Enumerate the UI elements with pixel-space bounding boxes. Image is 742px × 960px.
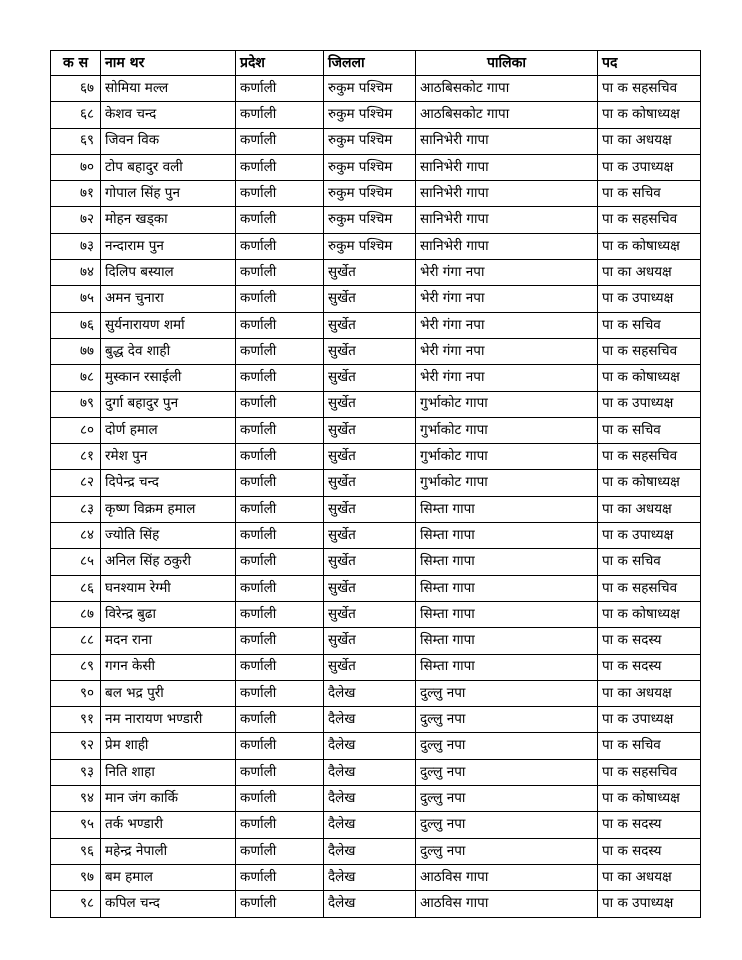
table-row <box>51 549 701 575</box>
cell-district: रुकुम पश्चिम <box>324 128 416 154</box>
table-row <box>51 260 701 286</box>
cell-post: पा क सचिव <box>598 312 701 338</box>
cell-palika: सानिभेरी गापा <box>416 181 598 207</box>
cell-district: सुर्खेत <box>324 391 416 417</box>
table-row <box>51 680 701 706</box>
cell-district: सुर्खेत <box>324 260 416 286</box>
cell-palika: गुर्भाकोट गापा <box>416 444 598 470</box>
cell-district: दैलेख <box>324 707 416 733</box>
cell-serial-number: ७७ <box>51 338 101 364</box>
cell-palika: दुल्लु नपा <box>416 838 598 864</box>
table-row <box>51 470 701 496</box>
cell-post: पा का अधयक्ष <box>598 496 701 522</box>
header-post: पद <box>598 51 701 76</box>
cell-province: कर्णाली <box>236 654 324 680</box>
cell-name: कपिल चन्द <box>101 891 236 917</box>
cell-serial-number: ८९ <box>51 654 101 680</box>
header-district: जिलला <box>324 51 416 76</box>
table-row <box>51 444 701 470</box>
cell-province: कर्णाली <box>236 575 324 601</box>
cell-post: पा क उपाध्यक्ष <box>598 391 701 417</box>
cell-serial-number: ९२ <box>51 733 101 759</box>
cell-post: पा क सदस्य <box>598 812 701 838</box>
cell-name: बुद्ध देव शाही <box>101 338 236 364</box>
cell-palika: आठबिसकोट गापा <box>416 76 598 102</box>
table-row <box>51 786 701 812</box>
cell-post: पा क सहसचिव <box>598 444 701 470</box>
cell-serial-number: ७० <box>51 154 101 180</box>
cell-name: नम नारायण भण्डारी <box>101 707 236 733</box>
cell-district: दैलेख <box>324 733 416 759</box>
cell-district: सुर्खेत <box>324 286 416 312</box>
table-row <box>51 312 701 338</box>
cell-post: पा क सचिव <box>598 549 701 575</box>
cell-province: कर्णाली <box>236 838 324 864</box>
cell-name: घनश्याम रेग्मी <box>101 575 236 601</box>
cell-district: रुकुम पश्चिम <box>324 181 416 207</box>
cell-post: पा क सहसचिव <box>598 338 701 364</box>
cell-palika: सानिभेरी गापा <box>416 154 598 180</box>
cell-palika: भेरी गंगा नपा <box>416 338 598 364</box>
cell-province: कर्णाली <box>236 365 324 391</box>
cell-province: कर्णाली <box>236 891 324 917</box>
cell-serial-number: ७९ <box>51 391 101 417</box>
cell-province: कर्णाली <box>236 286 324 312</box>
cell-district: दैलेख <box>324 864 416 890</box>
cell-province: कर्णाली <box>236 523 324 549</box>
table-row <box>51 733 701 759</box>
cell-name: दुर्गा बहादुर पुन <box>101 391 236 417</box>
cell-name: मदन राना <box>101 628 236 654</box>
table-row <box>51 233 701 259</box>
cell-district: सुर्खेत <box>324 496 416 522</box>
cell-post: पा क उपाध्यक्ष <box>598 154 701 180</box>
cell-district: सुर्खेत <box>324 575 416 601</box>
table-row <box>51 102 701 128</box>
cell-name: सुर्यनारायण शर्मा <box>101 312 236 338</box>
cell-district: दैलेख <box>324 812 416 838</box>
cell-name: महेन्द्र नेपाली <box>101 838 236 864</box>
cell-palika: भेरी गंगा नपा <box>416 312 598 338</box>
table-row <box>51 812 701 838</box>
cell-province: कर्णाली <box>236 470 324 496</box>
cell-name: बल भद्र पुरी <box>101 680 236 706</box>
cell-serial-number: ७५ <box>51 286 101 312</box>
cell-name: निति शाहा <box>101 759 236 785</box>
cell-province: कर्णाली <box>236 128 324 154</box>
cell-province: कर्णाली <box>236 181 324 207</box>
cell-district: सुर्खेत <box>324 654 416 680</box>
cell-serial-number: ९४ <box>51 786 101 812</box>
cell-province: कर्णाली <box>236 680 324 706</box>
cell-district: सुर्खेत <box>324 365 416 391</box>
cell-palika: सानिभेरी गापा <box>416 207 598 233</box>
cell-palika: सिम्ता गापा <box>416 654 598 680</box>
cell-post: पा क कोषाध्यक्ष <box>598 365 701 391</box>
cell-province: कर्णाली <box>236 154 324 180</box>
cell-palika: भेरी गंगा नपा <box>416 260 598 286</box>
cell-name: कृष्ण विक्रम हमाल <box>101 496 236 522</box>
table-row <box>51 154 701 180</box>
cell-palika: सिम्ता गापा <box>416 549 598 575</box>
table-row <box>51 207 701 233</box>
cell-serial-number: ७६ <box>51 312 101 338</box>
cell-province: कर्णाली <box>236 417 324 443</box>
cell-province: कर्णाली <box>236 233 324 259</box>
cell-post: पा का अधयक्ष <box>598 864 701 890</box>
cell-serial-number: ८० <box>51 417 101 443</box>
cell-district: रुकुम पश्चिम <box>324 76 416 102</box>
cell-palika: गुर्भाकोट गापा <box>416 391 598 417</box>
cell-post: पा क सदस्य <box>598 654 701 680</box>
cell-province: कर्णाली <box>236 391 324 417</box>
cell-palika: दुल्लु नपा <box>416 733 598 759</box>
cell-district: दैलेख <box>324 680 416 706</box>
table-row <box>51 864 701 890</box>
table-row <box>51 759 701 785</box>
cell-province: कर्णाली <box>236 812 324 838</box>
cell-name: मोहन खड्का <box>101 207 236 233</box>
cell-post: पा क सदस्य <box>598 628 701 654</box>
cell-serial-number: ८६ <box>51 575 101 601</box>
cell-name: रमेश पुन <box>101 444 236 470</box>
cell-palika: दुल्लु नपा <box>416 759 598 785</box>
header-province: प्रदेश <box>236 51 324 76</box>
table-row <box>51 181 701 207</box>
cell-post: पा क कोषाध्यक्ष <box>598 102 701 128</box>
table-row <box>51 523 701 549</box>
cell-serial-number: ७१ <box>51 181 101 207</box>
cell-serial-number: ८७ <box>51 601 101 627</box>
cell-post: पा क सचिव <box>598 417 701 443</box>
cell-post: पा क उपाध्यक्ष <box>598 286 701 312</box>
cell-name: दिलिप बस्याल <box>101 260 236 286</box>
cell-serial-number: ८२ <box>51 470 101 496</box>
cell-serial-number: ८३ <box>51 496 101 522</box>
table-row <box>51 575 701 601</box>
cell-district: सुर्खेत <box>324 470 416 496</box>
cell-post: पा का अधयक्ष <box>598 260 701 286</box>
cell-serial-number: ७३ <box>51 233 101 259</box>
cell-district: दैलेख <box>324 759 416 785</box>
cell-serial-number: ९० <box>51 680 101 706</box>
cell-name: तर्क भण्डारी <box>101 812 236 838</box>
cell-post: पा क सहसचिव <box>598 207 701 233</box>
cell-name: मुस्कान रसाईली <box>101 365 236 391</box>
cell-name: जिवन विक <box>101 128 236 154</box>
cell-district: रुकुम पश्चिम <box>324 102 416 128</box>
cell-palika: दुल्लु नपा <box>416 786 598 812</box>
cell-name: विरेन्द्र बुढा <box>101 601 236 627</box>
cell-province: कर्णाली <box>236 786 324 812</box>
cell-province: कर्णाली <box>236 496 324 522</box>
cell-post: पा क सहसचिव <box>598 575 701 601</box>
cell-post: पा का अधयक्ष <box>598 128 701 154</box>
cell-post: पा क उपाध्यक्ष <box>598 523 701 549</box>
cell-serial-number: ९३ <box>51 759 101 785</box>
cell-serial-number: ७८ <box>51 365 101 391</box>
cell-palika: भेरी गंगा नपा <box>416 365 598 391</box>
cell-serial-number: ८५ <box>51 549 101 575</box>
table-row <box>51 891 701 917</box>
table-row <box>51 496 701 522</box>
cell-district: सुर्खेत <box>324 312 416 338</box>
cell-district: दैलेख <box>324 838 416 864</box>
cell-name: दिपेन्द्र चन्द <box>101 470 236 496</box>
cell-name: सोमिया मल्ल <box>101 76 236 102</box>
table-row <box>51 76 701 102</box>
cell-serial-number: ८१ <box>51 444 101 470</box>
cell-province: कर्णाली <box>236 864 324 890</box>
cell-name: बम हमाल <box>101 864 236 890</box>
cell-province: कर्णाली <box>236 260 324 286</box>
cell-province: कर्णाली <box>236 312 324 338</box>
cell-palika: सिम्ता गापा <box>416 575 598 601</box>
cell-serial-number: ७४ <box>51 260 101 286</box>
cell-district: सुर्खेत <box>324 523 416 549</box>
cell-post: पा क कोषाध्यक्ष <box>598 601 701 627</box>
cell-district: सुर्खेत <box>324 444 416 470</box>
cell-district: दैलेख <box>324 891 416 917</box>
table-row <box>51 707 701 733</box>
table-row <box>51 628 701 654</box>
cell-name: नन्दाराम पुन <box>101 233 236 259</box>
table-row <box>51 417 701 443</box>
cell-province: कर्णाली <box>236 601 324 627</box>
cell-palika: भेरी गंगा नपा <box>416 286 598 312</box>
cell-post: पा क उपाध्यक्ष <box>598 707 701 733</box>
cell-palika: सिम्ता गापा <box>416 496 598 522</box>
cell-province: कर्णाली <box>236 444 324 470</box>
cell-name: मान जंग कार्कि <box>101 786 236 812</box>
cell-district: रुकुम पश्चिम <box>324 154 416 180</box>
cell-name: केशव चन्द <box>101 102 236 128</box>
cell-post: पा क कोषाध्यक्ष <box>598 470 701 496</box>
cell-serial-number: ६७ <box>51 76 101 102</box>
cell-province: कर्णाली <box>236 707 324 733</box>
table-row <box>51 391 701 417</box>
cell-name: अमन चुनारा <box>101 286 236 312</box>
cell-district: सुर्खेत <box>324 628 416 654</box>
cell-province: कर्णाली <box>236 76 324 102</box>
cell-name: गगन केसी <box>101 654 236 680</box>
cell-serial-number: ६८ <box>51 102 101 128</box>
cell-palika: आठविस गापा <box>416 891 598 917</box>
cell-name: अनिल सिंह ठकुरी <box>101 549 236 575</box>
cell-district: सुर्खेत <box>324 549 416 575</box>
cell-name: प्रेम शाही <box>101 733 236 759</box>
table-row <box>51 654 701 680</box>
cell-name: दोर्ण हमाल <box>101 417 236 443</box>
cell-province: कर्णाली <box>236 759 324 785</box>
cell-post: पा क उपाध्यक्ष <box>598 891 701 917</box>
cell-palika: सानिभेरी गापा <box>416 233 598 259</box>
cell-palika: सिम्ता गापा <box>416 523 598 549</box>
table-row <box>51 601 701 627</box>
header-name: नाम थर <box>101 51 236 76</box>
table-row <box>51 365 701 391</box>
cell-post: पा क कोषाध्यक्ष <box>598 233 701 259</box>
cell-post: पा क सहसचिव <box>598 759 701 785</box>
cell-serial-number: ९७ <box>51 864 101 890</box>
cell-palika: आठविस गापा <box>416 864 598 890</box>
cell-palika: दुल्लु नपा <box>416 680 598 706</box>
cell-palika: दुल्लु नपा <box>416 707 598 733</box>
cell-post: पा क सचिव <box>598 181 701 207</box>
table-body <box>51 76 701 918</box>
cell-name: टोप बहादुर वली <box>101 154 236 180</box>
cell-serial-number: ९१ <box>51 707 101 733</box>
cell-palika: सिम्ता गापा <box>416 628 598 654</box>
cell-serial-number: ९६ <box>51 838 101 864</box>
cell-district: रुकुम पश्चिम <box>324 207 416 233</box>
cell-province: कर्णाली <box>236 733 324 759</box>
cell-name: गोपाल सिंह पुन <box>101 181 236 207</box>
cell-post: पा का अधयक्ष <box>598 680 701 706</box>
cell-serial-number: ८८ <box>51 628 101 654</box>
cell-palika: दुल्लु नपा <box>416 812 598 838</box>
cell-province: कर्णाली <box>236 338 324 364</box>
table-header-row <box>51 51 701 76</box>
cell-serial-number: ९८ <box>51 891 101 917</box>
cell-palika: आठबिसकोट गापा <box>416 102 598 128</box>
cell-post: पा क कोषाध्यक्ष <box>598 786 701 812</box>
cell-palika: सिम्ता गापा <box>416 601 598 627</box>
cell-palika: गुर्भाकोट गापा <box>416 470 598 496</box>
cell-post: पा क सदस्य <box>598 838 701 864</box>
cell-district: रुकुम पश्चिम <box>324 233 416 259</box>
cell-serial-number: ९५ <box>51 812 101 838</box>
cell-district: सुर्खेत <box>324 417 416 443</box>
cell-palika: सानिभेरी गापा <box>416 128 598 154</box>
cell-palika: गुर्भाकोट गापा <box>416 417 598 443</box>
cell-serial-number: ८४ <box>51 523 101 549</box>
cell-district: सुर्खेत <box>324 601 416 627</box>
cell-province: कर्णाली <box>236 102 324 128</box>
cell-post: पा क सहसचिव <box>598 76 701 102</box>
cell-province: कर्णाली <box>236 628 324 654</box>
header-palika: पालिका <box>416 51 598 76</box>
cell-serial-number: ६९ <box>51 128 101 154</box>
cell-name: ज्योति सिंह <box>101 523 236 549</box>
cell-post: पा क सचिव <box>598 733 701 759</box>
table-row <box>51 838 701 864</box>
member-table <box>50 50 701 918</box>
header-serial-number: क स <box>51 51 101 76</box>
cell-district: दैलेख <box>324 786 416 812</box>
table-row <box>51 286 701 312</box>
cell-province: कर्णाली <box>236 207 324 233</box>
table-row <box>51 128 701 154</box>
cell-serial-number: ७२ <box>51 207 101 233</box>
cell-district: सुर्खेत <box>324 338 416 364</box>
cell-province: कर्णाली <box>236 549 324 575</box>
table-row <box>51 338 701 364</box>
